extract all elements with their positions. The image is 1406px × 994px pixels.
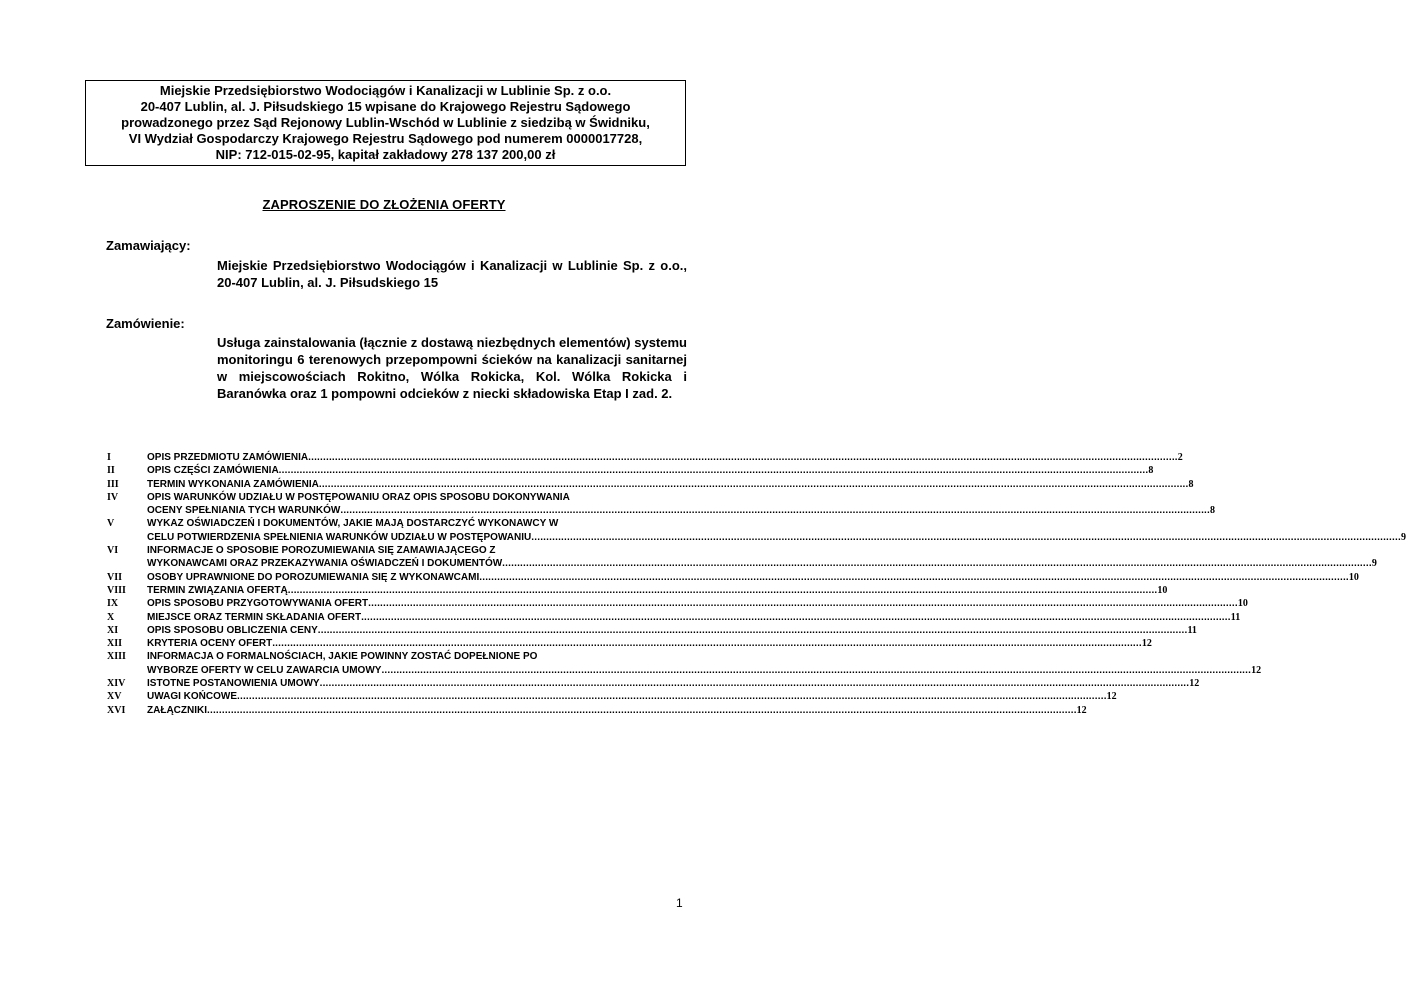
toc-entry[interactable]	[107, 478, 1194, 491]
toc-entry[interactable]	[107, 637, 1152, 650]
toc-entry-number: XIV	[107, 678, 126, 690]
toc-entry-title: OPIS SPOSOBU PRZYGOTOWYWANIA OFERT	[147, 598, 369, 610]
toc-entry-title: TERMIN WYKONANIA ZAMÓWIENIA	[147, 478, 319, 490]
header-line: prowadzonego przez Sąd Rejonowy Lublin-Wschód w Lublinie z siedzibą w Świdniku,	[121, 115, 650, 130]
toc-entry[interactable]	[107, 451, 1183, 464]
toc-entry-page: 9	[1400, 531, 1406, 543]
toc-entry-title: UWAGI KOŃCOWE	[147, 691, 237, 703]
toc-entry-number: XIII	[107, 651, 126, 663]
toc-dot-leader	[340, 504, 1210, 517]
toc-entry-number: VI	[107, 545, 119, 557]
toc-entry[interactable]	[107, 650, 1262, 677]
toc-entry-title: OPIS WARUNKÓW UDZIAŁU W POSTĘPOWANIU ORAZ OPIS SPOSOBU DOKONYWANIA	[147, 491, 570, 503]
toc-entry-page: 12	[1141, 638, 1152, 650]
toc-dot-leader	[479, 571, 1349, 584]
toc-entry-number: XV	[107, 691, 122, 703]
table-of-contents	[107, 451, 1406, 717]
header-line: 20-407 Lublin, al. J. Piłsudskiego 15 wpisane do Krajowego Rejestru Sądowego	[140, 99, 631, 114]
toc-dot-leader	[237, 690, 1107, 703]
toc-dot-leader	[318, 624, 1188, 637]
toc-entry-title: WYKAZ OŚWIADCZEŃ I DOKUMENTÓW, JAKIE MAJĄ DOSTARCZYĆ WYKONAWCY W	[147, 518, 559, 530]
toc-entry-page: 11	[1187, 624, 1197, 636]
toc-entry[interactable]	[107, 704, 1087, 717]
toc-entry-title: MIEJSCE ORAZ TERMIN SKŁADANIA OFERT	[147, 611, 362, 623]
toc-dot-leader	[319, 478, 1189, 491]
toc-dot-leader	[361, 611, 1231, 624]
toc-entry-page: 2	[1177, 452, 1183, 463]
toc-entry-title: WYKONAWCAMI ORAZ PRZEKAZYWANIA OŚWIADCZEŃ I DOKUMENTÓW	[147, 558, 503, 570]
toc-entry-number: VIII	[107, 584, 126, 596]
toc-entry[interactable]	[107, 611, 1241, 624]
toc-entry-page: 12	[1251, 664, 1262, 676]
toc-entry-page: 8	[1188, 478, 1194, 490]
toc-entry[interactable]	[107, 584, 1168, 597]
toc-entry-title: KRYTERIA OCENY OFERT	[147, 638, 273, 650]
zamawiajacy-label: Zamawiający:	[106, 238, 191, 253]
toc-dot-leader	[272, 637, 1142, 650]
toc-entry-title: OPIS SPOSOBU OBLICZENIA CENY	[147, 624, 318, 636]
toc-entry-number: XII	[107, 638, 123, 650]
header-line: NIP: 712-015-02-95, kapitał zakładowy 278 137 200,00 zł	[215, 147, 556, 162]
toc-entry-number: IX	[107, 598, 119, 610]
toc-entry-title: ZAŁĄCZNIKI	[147, 704, 207, 716]
toc-entry[interactable]	[107, 544, 1377, 571]
toc-entry-page: 10	[1237, 598, 1248, 610]
toc-entry-title: OSOBY UPRAWNIONE DO POROZUMIEWANIA SIĘ Z WYKONAWCAMI	[147, 571, 480, 583]
toc-entry-number: II	[107, 465, 115, 477]
toc-entry-title: TERMIN ZWIĄZANIA OFERTĄ	[147, 584, 288, 596]
toc-entry-page: 12	[1189, 678, 1200, 690]
toc-dot-leader	[368, 597, 1238, 610]
header-line: Miejskie Przedsiębiorstwo Wodociągów i Kanalizacji w Lublinie Sp. z o.o.	[159, 83, 612, 98]
toc-dot-leader	[502, 557, 1372, 570]
toc-entry[interactable]	[107, 464, 1154, 477]
header-line: VI Wydział Gospodarczy Krajowego Rejestru Sądowego pod numerem 0000017728,	[128, 131, 643, 146]
page-number: 1	[676, 896, 683, 910]
toc-dot-leader	[381, 664, 1251, 677]
toc-entry-page: 11	[1230, 611, 1241, 623]
toc-entry-number: IV	[107, 491, 119, 503]
zamawiajacy-text: Miejskie Przedsiębiorstwo Wodociągów i Kanalizacji w Lublinie Sp. z o.o., 20-407 Lublin, al. J. Piłsudskiego 15	[217, 258, 687, 290]
toc-dot-leader	[531, 531, 1401, 544]
toc-dot-leader	[279, 464, 1149, 477]
toc-entry-number: XVI	[107, 704, 126, 716]
toc-entry[interactable]	[107, 677, 1200, 690]
toc-entry-page: 12	[1106, 691, 1117, 703]
toc-dot-leader	[308, 451, 1178, 464]
toc-entry-page: 8	[1210, 505, 1216, 517]
toc-dot-leader	[207, 704, 1077, 717]
toc-entry-number: III	[107, 478, 119, 490]
toc-entry-number: V	[107, 518, 115, 530]
toc-entry-title: WYBORZE OFERTY W CELU ZAWARCIA UMOWY	[147, 664, 382, 676]
toc-dot-leader	[288, 584, 1158, 597]
toc-entry-page: 10	[1348, 571, 1359, 583]
toc-entry-number: XI	[107, 624, 119, 636]
toc-entry-number: VII	[107, 571, 123, 583]
toc-entry-title: OCENY SPEŁNIANIA TYCH WARUNKÓW	[147, 505, 341, 517]
toc-entry-number: X	[107, 611, 115, 623]
toc-entry-title: INFORMACJA O FORMALNOŚCIACH, JAKIE POWINNY ZOSTAĆ DOPEŁNIONE PO	[147, 651, 538, 663]
toc-entry[interactable]	[107, 690, 1117, 703]
toc-entry-page: 12	[1076, 704, 1087, 716]
toc-entry-title: OPIS PRZEDMIOTU ZAMÓWIENIA	[147, 452, 309, 463]
toc-dot-leader	[320, 677, 1190, 690]
zamowienie-label: Zamówienie:	[106, 316, 185, 331]
toc-entry[interactable]	[107, 624, 1197, 637]
toc-entry-title: INFORMACJE O SPOSOBIE POROZUMIEWANIA SIĘ ZAMAWIAJĄCEGO Z	[147, 545, 496, 557]
toc-entry-title: OPIS CZĘŚCI ZAMÓWIENIA	[147, 465, 279, 477]
toc-entry-title: CELU POTWIERDZENIA SPEŁNIENIA WARUNKÓW UDZIAŁU W POSTĘPOWANIU	[147, 531, 532, 543]
toc-entry-title: ISTOTNE POSTANOWIENIA UMOWY	[147, 678, 320, 690]
toc-entry[interactable]	[107, 597, 1248, 610]
zamowienie-text: Usługa zainstalowania (łącznie z dostawą niezbędnych elementów) systemu monitoringu 6 terenowych przepompowni ścieków na kanalizacji sanitarnej w miejscowościach Rokitno, Wólka Rokicka, Kol. Wólka Rokicka i Baranówka oraz 1 pompowni odcieków z niecki składowiska Etap I zad. 2.	[217, 335, 687, 401]
toc-entry[interactable]	[107, 571, 1359, 584]
company-header-box	[85, 80, 686, 166]
toc-entry-page: 10	[1157, 584, 1168, 596]
document-title: ZAPROSZENIE DO ZŁOŻENIA OFERTY	[262, 197, 506, 212]
toc-entry-number: I	[107, 452, 111, 463]
toc-entry[interactable]	[107, 491, 1216, 518]
toc-entry-page: 8	[1148, 465, 1154, 477]
toc-entry-page: 9	[1371, 558, 1377, 570]
toc-entry[interactable]	[107, 517, 1406, 544]
